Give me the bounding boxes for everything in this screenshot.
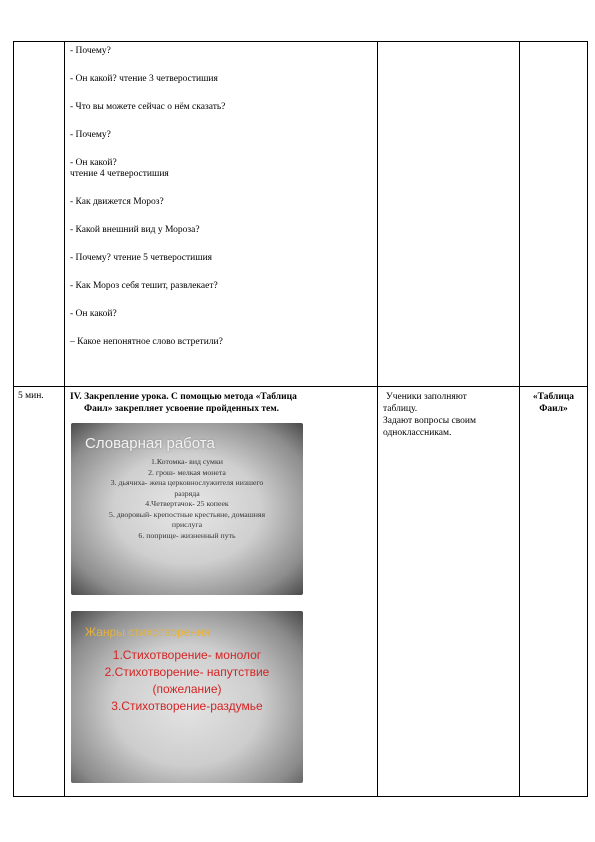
stage-heading (65, 387, 377, 415)
question-text: - Почему? (70, 46, 111, 56)
student-activity-cell (378, 42, 520, 387)
question-text: - Он какой? (70, 309, 117, 319)
list-item (70, 130, 372, 141)
time-label: 5 мин. (18, 391, 44, 401)
list-item (70, 197, 372, 208)
list-item (70, 337, 372, 348)
vocabulary-list (81, 457, 293, 541)
vocabulary-item: 3. дьячиха- жена церковнослужителя низшего (110, 478, 264, 487)
genre-item: (пожелание) (152, 682, 222, 696)
genres-list (79, 647, 295, 715)
question-text: - Он какой? чтение 3 четверостишия (70, 74, 218, 84)
question-subtext: чтение 4 четверостишия (70, 169, 169, 179)
question-text: - Почему? (70, 130, 111, 140)
time-cell (14, 387, 65, 797)
genre-item: 2.Стихотворение- напутствие (104, 665, 270, 679)
method-label (520, 387, 587, 415)
slide-title: Жанры стихотворения (85, 625, 211, 639)
method-cell (520, 387, 588, 797)
list-item (70, 74, 372, 85)
list-item (70, 253, 372, 264)
vocabulary-item: 2. грош- мелкая монета (148, 467, 226, 477)
method-cell (520, 42, 588, 387)
question-text: - Что вы можете сейчас о нём сказать? (70, 102, 226, 112)
question-text: – Какое непонятное слово встретили? (70, 337, 223, 347)
list-item (70, 309, 372, 320)
slide-title: Словарная работа (85, 435, 215, 452)
vocabulary-item: разряда (174, 488, 200, 498)
stage-heading-line: IV. Закрепление урока. С помощью метода «Таблица (70, 392, 297, 402)
student-activity-text (378, 387, 519, 439)
teacher-activity-cell (65, 42, 378, 387)
student-activity-line: Ученики заполняют (386, 392, 467, 402)
vocabulary-item: 4.Четвертачок- 25 копеек (145, 499, 229, 508)
question-text: - Как Мороз себя тешит, развлекает? (70, 281, 218, 291)
question-text: - Какой внешний вид у Мороза? (70, 225, 200, 235)
question-text: - Как движется Мороз? (70, 197, 164, 207)
list-item (70, 158, 372, 180)
question-text: - Он какой? (70, 158, 117, 168)
genres-slide (71, 611, 303, 783)
vocabulary-item: 5. дворовый- крепостные крестьяне, домашняя (108, 509, 266, 519)
list-item (70, 281, 372, 292)
question-list (65, 42, 377, 348)
student-activity-line: одноклассникам. (383, 428, 452, 438)
list-item (70, 225, 372, 236)
table-row (14, 387, 588, 797)
student-activity-line: таблицу. (383, 404, 418, 414)
student-activity-line: Задают вопросы своим (383, 416, 476, 426)
genre-item: 1.Стихотворение- монолог (112, 648, 262, 662)
student-activity-cell (378, 387, 520, 797)
vocabulary-slide (71, 423, 303, 595)
method-line: Фаил» (539, 404, 568, 414)
vocabulary-item: 1.Котомка- вид сумки (151, 457, 223, 466)
vocabulary-item: 6. поприще- жизненный путь (138, 530, 236, 540)
teacher-activity-cell (65, 387, 378, 797)
lesson-plan-table (13, 41, 588, 797)
question-text: - Почему? чтение 5 четверостишия (70, 253, 213, 263)
vocabulary-item: прислуга (171, 520, 203, 529)
stage-heading-line: Фаил» закрепляет усвоение пройденных тем. (84, 404, 280, 414)
list-item (70, 46, 372, 57)
genre-item: 3.Стихотворение-раздумье (111, 699, 263, 713)
method-line: «Таблица (532, 392, 575, 402)
list-item (70, 102, 372, 113)
time-cell (14, 42, 65, 387)
table-row (14, 42, 588, 387)
